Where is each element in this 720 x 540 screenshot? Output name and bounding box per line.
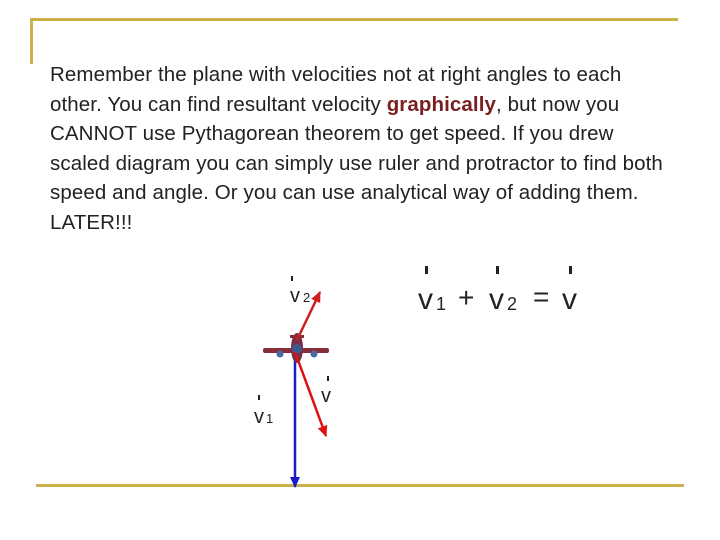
v1-diagram-label: [254, 395, 273, 428]
equation-v2-sub: 2: [507, 294, 518, 314]
airplane-icon: [263, 333, 329, 363]
v-diagram-label: [321, 376, 331, 407]
svg-text:v: v: [321, 385, 331, 407]
equation-equals: =: [533, 281, 550, 312]
svg-text:v: v: [290, 285, 300, 307]
svg-text:v: v: [254, 406, 264, 428]
svg-text:1: 1: [266, 411, 274, 426]
v2-diagram-label: [290, 276, 310, 307]
equation-v1: v: [418, 283, 433, 316]
svg-text:2: 2: [303, 290, 311, 305]
body-text-end: , but now you CANNOT use Pythagorean theorem to get speed. If you drew scaled diagram you can simply use ruler and protractor to find both speed and angle. Or you can use analytical way of adding them. LATER!!!: [50, 92, 663, 234]
equation-v: v: [562, 283, 577, 316]
highlight-graphically: graphically: [386, 92, 497, 116]
equation-plus: +: [458, 282, 475, 313]
equation-v1-sub: 1: [436, 294, 447, 314]
vector-sum-equation: [418, 266, 577, 316]
equation-v2: v: [489, 283, 504, 316]
body-text-start: Remember the plane with velocities not at right angles to each other. You can find resultant velocity: [50, 63, 622, 116]
